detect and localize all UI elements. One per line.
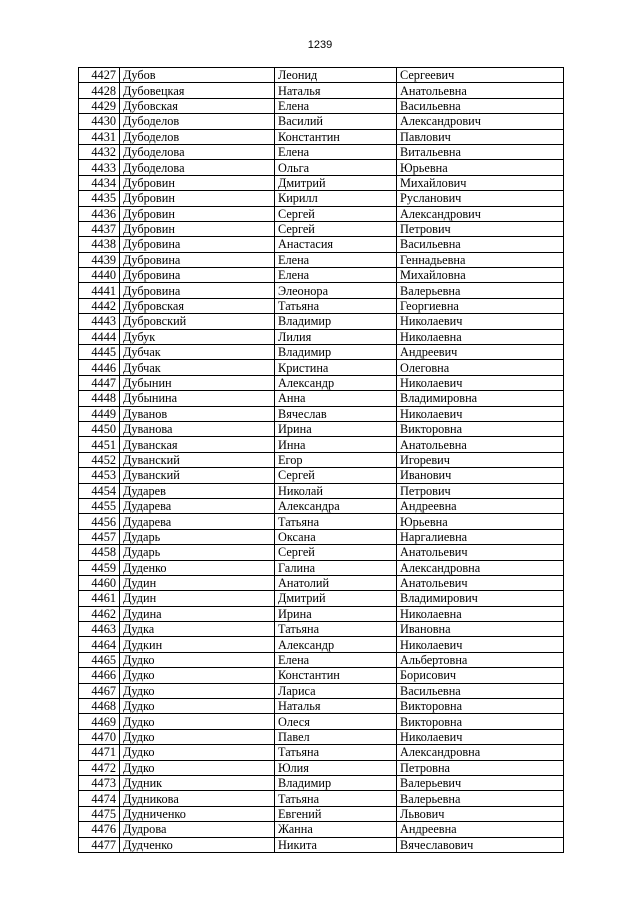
last-name-cell: Дубчак [120, 360, 275, 375]
last-name-cell: Дудкин [120, 637, 275, 652]
last-name-cell: Дудин [120, 591, 275, 606]
last-name-cell: Дудниченко [120, 806, 275, 821]
row-number-cell: 4471 [79, 745, 120, 760]
row-number-cell: 4442 [79, 298, 120, 313]
table-row [79, 98, 564, 113]
last-name-cell: Дудко [120, 745, 275, 760]
patronymic-cell: Борисович [397, 668, 564, 683]
first-name-cell: Константин [275, 668, 397, 683]
last-name-cell: Дубровский [120, 314, 275, 329]
table-row [79, 545, 564, 560]
table-row [79, 452, 564, 467]
row-number-cell: 4455 [79, 498, 120, 513]
first-name-cell: Татьяна [275, 514, 397, 529]
patronymic-cell: Анатольевна [397, 83, 564, 98]
last-name-cell: Дубовецкая [120, 83, 275, 98]
row-number-cell: 4448 [79, 391, 120, 406]
row-number-cell: 4454 [79, 483, 120, 498]
first-name-cell: Лилия [275, 329, 397, 344]
patronymic-cell: Михайлович [397, 175, 564, 190]
last-name-cell: Дудченко [120, 837, 275, 852]
row-number-cell: 4466 [79, 668, 120, 683]
table-row [79, 237, 564, 252]
table-row [79, 791, 564, 806]
first-name-cell: Александра [275, 498, 397, 513]
table-row [79, 360, 564, 375]
name-table [78, 67, 564, 853]
patronymic-cell: Николаевич [397, 729, 564, 744]
first-name-cell: Леонид [275, 68, 397, 83]
row-number-cell: 4450 [79, 421, 120, 436]
row-number-cell: 4449 [79, 406, 120, 421]
last-name-cell: Дудрова [120, 822, 275, 837]
patronymic-cell: Николаевич [397, 314, 564, 329]
row-number-cell: 4460 [79, 575, 120, 590]
patronymic-cell: Александрович [397, 206, 564, 221]
table-body [79, 68, 564, 853]
patronymic-cell: Витальевна [397, 144, 564, 159]
first-name-cell: Елена [275, 652, 397, 667]
first-name-cell: Жанна [275, 822, 397, 837]
first-name-cell: Егор [275, 452, 397, 467]
last-name-cell: Дударева [120, 498, 275, 513]
patronymic-cell: Васильевна [397, 98, 564, 113]
last-name-cell: Дудко [120, 668, 275, 683]
first-name-cell: Юлия [275, 760, 397, 775]
last-name-cell: Дудин [120, 575, 275, 590]
first-name-cell: Елена [275, 144, 397, 159]
table-row [79, 683, 564, 698]
table-row [79, 252, 564, 267]
patronymic-cell: Николаевна [397, 329, 564, 344]
last-name-cell: Дудко [120, 699, 275, 714]
row-number-cell: 4470 [79, 729, 120, 744]
row-number-cell: 4464 [79, 637, 120, 652]
patronymic-cell: Александрович [397, 114, 564, 129]
last-name-cell: Дубоделов [120, 129, 275, 144]
table-row [79, 129, 564, 144]
row-number-cell: 4475 [79, 806, 120, 821]
table-row [79, 806, 564, 821]
table-row [79, 483, 564, 498]
last-name-cell: Дуденко [120, 560, 275, 575]
patronymic-cell: Геннадьевна [397, 252, 564, 267]
table-row [79, 514, 564, 529]
row-number-cell: 4445 [79, 345, 120, 360]
table-row [79, 391, 564, 406]
patronymic-cell: Андреевна [397, 498, 564, 513]
patronymic-cell: Юрьевна [397, 514, 564, 529]
last-name-cell: Дудко [120, 652, 275, 667]
patronymic-cell: Анатольевна [397, 437, 564, 452]
first-name-cell: Анатолий [275, 575, 397, 590]
last-name-cell: Дубоделов [120, 114, 275, 129]
last-name-cell: Дудка [120, 622, 275, 637]
table-row [79, 345, 564, 360]
patronymic-cell: Валерьевна [397, 283, 564, 298]
first-name-cell: Владимир [275, 314, 397, 329]
table-row [79, 68, 564, 83]
patronymic-cell: Петрович [397, 483, 564, 498]
last-name-cell: Дубчак [120, 345, 275, 360]
first-name-cell: Наталья [275, 83, 397, 98]
patronymic-cell: Русланович [397, 191, 564, 206]
row-number-cell: 4434 [79, 175, 120, 190]
patronymic-cell: Викторовна [397, 421, 564, 436]
last-name-cell: Дубровина [120, 237, 275, 252]
patronymic-cell: Александровна [397, 560, 564, 575]
table-row [79, 714, 564, 729]
row-number-cell: 4435 [79, 191, 120, 206]
table-row [79, 421, 564, 436]
last-name-cell: Дударева [120, 514, 275, 529]
table-row [79, 298, 564, 313]
table-row [79, 206, 564, 221]
row-number-cell: 4440 [79, 268, 120, 283]
table-row [79, 314, 564, 329]
last-name-cell: Дубовская [120, 98, 275, 113]
patronymic-cell: Олеговна [397, 360, 564, 375]
row-number-cell: 4453 [79, 468, 120, 483]
row-number-cell: 4433 [79, 160, 120, 175]
row-number-cell: 4452 [79, 452, 120, 467]
last-name-cell: Дуванова [120, 421, 275, 436]
patronymic-cell: Викторовна [397, 699, 564, 714]
last-name-cell: Дубровин [120, 206, 275, 221]
last-name-cell: Дубоделова [120, 144, 275, 159]
last-name-cell: Дубук [120, 329, 275, 344]
row-number-cell: 4469 [79, 714, 120, 729]
row-number-cell: 4437 [79, 221, 120, 236]
row-number-cell: 4473 [79, 775, 120, 790]
first-name-cell: Владимир [275, 345, 397, 360]
row-number-cell: 4444 [79, 329, 120, 344]
last-name-cell: Дудко [120, 714, 275, 729]
table-row [79, 575, 564, 590]
first-name-cell: Александр [275, 375, 397, 390]
first-name-cell: Ирина [275, 421, 397, 436]
first-name-cell: Татьяна [275, 791, 397, 806]
first-name-cell: Никита [275, 837, 397, 852]
last-name-cell: Дуванская [120, 437, 275, 452]
patronymic-cell: Юрьевна [397, 160, 564, 175]
patronymic-cell: Николаевна [397, 606, 564, 621]
row-number-cell: 4458 [79, 545, 120, 560]
first-name-cell: Лариса [275, 683, 397, 698]
row-number-cell: 4438 [79, 237, 120, 252]
row-number-cell: 4447 [79, 375, 120, 390]
table-row [79, 160, 564, 175]
table-row [79, 837, 564, 852]
last-name-cell: Дубровин [120, 221, 275, 236]
last-name-cell: Дубровская [120, 298, 275, 313]
patronymic-cell: Георгиевна [397, 298, 564, 313]
table-row [79, 191, 564, 206]
table-row [79, 560, 564, 575]
first-name-cell: Анастасия [275, 237, 397, 252]
last-name-cell: Дубровин [120, 191, 275, 206]
row-number-cell: 4432 [79, 144, 120, 159]
patronymic-cell: Васильевна [397, 683, 564, 698]
last-name-cell: Дудник [120, 775, 275, 790]
row-number-cell: 4443 [79, 314, 120, 329]
last-name-cell: Дубынин [120, 375, 275, 390]
table-row [79, 175, 564, 190]
first-name-cell: Татьяна [275, 745, 397, 760]
table-row [79, 83, 564, 98]
patronymic-cell: Васильевна [397, 237, 564, 252]
row-number-cell: 4463 [79, 622, 120, 637]
patronymic-cell: Альбертовна [397, 652, 564, 667]
table-row [79, 699, 564, 714]
first-name-cell: Евгений [275, 806, 397, 821]
row-number-cell: 4451 [79, 437, 120, 452]
first-name-cell: Сергей [275, 545, 397, 560]
row-number-cell: 4477 [79, 837, 120, 852]
patronymic-cell: Ивановна [397, 622, 564, 637]
row-number-cell: 4476 [79, 822, 120, 837]
table-row [79, 144, 564, 159]
first-name-cell: Сергей [275, 206, 397, 221]
row-number-cell: 4430 [79, 114, 120, 129]
table-row [79, 268, 564, 283]
last-name-cell: Дуванский [120, 468, 275, 483]
last-name-cell: Дудина [120, 606, 275, 621]
row-number-cell: 4465 [79, 652, 120, 667]
last-name-cell: Дубоделова [120, 160, 275, 175]
table-row [79, 221, 564, 236]
patronymic-cell: Павлович [397, 129, 564, 144]
last-name-cell: Дудникова [120, 791, 275, 806]
row-number-cell: 4446 [79, 360, 120, 375]
table-row [79, 329, 564, 344]
row-number-cell: 4431 [79, 129, 120, 144]
first-name-cell: Павел [275, 729, 397, 744]
row-number-cell: 4427 [79, 68, 120, 83]
table-row [79, 498, 564, 513]
row-number-cell: 4428 [79, 83, 120, 98]
last-name-cell: Дудко [120, 760, 275, 775]
page-number: 1239 [307, 39, 333, 51]
patronymic-cell: Викторовна [397, 714, 564, 729]
row-number-cell: 4429 [79, 98, 120, 113]
patronymic-cell: Петровна [397, 760, 564, 775]
last-name-cell: Дубровин [120, 175, 275, 190]
table-row [79, 529, 564, 544]
last-name-cell: Дубровина [120, 283, 275, 298]
patronymic-cell: Анатольевич [397, 575, 564, 590]
table-row [79, 745, 564, 760]
table-row [79, 760, 564, 775]
row-number-cell: 4459 [79, 560, 120, 575]
patronymic-cell: Львович [397, 806, 564, 821]
first-name-cell: Олеся [275, 714, 397, 729]
table-row [79, 606, 564, 621]
patronymic-cell: Валерьевна [397, 791, 564, 806]
first-name-cell: Александр [275, 637, 397, 652]
first-name-cell: Сергей [275, 468, 397, 483]
last-name-cell: Дубынина [120, 391, 275, 406]
table-row [79, 637, 564, 652]
patronymic-cell: Петрович [397, 221, 564, 236]
first-name-cell: Кристина [275, 360, 397, 375]
first-name-cell: Татьяна [275, 622, 397, 637]
last-name-cell: Дударев [120, 483, 275, 498]
patronymic-cell: Андреевна [397, 822, 564, 837]
table-row [79, 729, 564, 744]
patronymic-cell: Валерьевич [397, 775, 564, 790]
first-name-cell: Ольга [275, 160, 397, 175]
first-name-cell: Константин [275, 129, 397, 144]
table-row [79, 114, 564, 129]
table-row [79, 775, 564, 790]
table-row [79, 822, 564, 837]
first-name-cell: Владимир [275, 775, 397, 790]
first-name-cell: Дмитрий [275, 175, 397, 190]
patronymic-cell: Владимировна [397, 391, 564, 406]
row-number-cell: 4441 [79, 283, 120, 298]
first-name-cell: Дмитрий [275, 591, 397, 606]
table-row [79, 591, 564, 606]
table-row [79, 437, 564, 452]
row-number-cell: 4457 [79, 529, 120, 544]
last-name-cell: Дуванский [120, 452, 275, 467]
row-number-cell: 4439 [79, 252, 120, 267]
first-name-cell: Инна [275, 437, 397, 452]
last-name-cell: Дударь [120, 545, 275, 560]
first-name-cell: Анна [275, 391, 397, 406]
row-number-cell: 4462 [79, 606, 120, 621]
patronymic-cell: Игоревич [397, 452, 564, 467]
first-name-cell: Оксана [275, 529, 397, 544]
first-name-cell: Кирилл [275, 191, 397, 206]
row-number-cell: 4472 [79, 760, 120, 775]
patronymic-cell: Иванович [397, 468, 564, 483]
patronymic-cell: Андреевич [397, 345, 564, 360]
last-name-cell: Дуванов [120, 406, 275, 421]
row-number-cell: 4474 [79, 791, 120, 806]
table-row [79, 283, 564, 298]
first-name-cell: Елена [275, 98, 397, 113]
table-row [79, 652, 564, 667]
patronymic-cell: Анатольевич [397, 545, 564, 560]
patronymic-cell: Наргалиевна [397, 529, 564, 544]
patronymic-cell: Николаевич [397, 375, 564, 390]
patronymic-cell: Александровна [397, 745, 564, 760]
last-name-cell: Дударь [120, 529, 275, 544]
patronymic-cell: Владимирович [397, 591, 564, 606]
patronymic-cell: Сергеевич [397, 68, 564, 83]
first-name-cell: Николай [275, 483, 397, 498]
first-name-cell: Татьяна [275, 298, 397, 313]
last-name-cell: Дубровина [120, 268, 275, 283]
row-number-cell: 4468 [79, 699, 120, 714]
last-name-cell: Дудко [120, 729, 275, 744]
patronymic-cell: Михайловна [397, 268, 564, 283]
first-name-cell: Элеонора [275, 283, 397, 298]
patronymic-cell: Николаевич [397, 637, 564, 652]
row-number-cell: 4467 [79, 683, 120, 698]
patronymic-cell: Николаевич [397, 406, 564, 421]
last-name-cell: Дубов [120, 68, 275, 83]
first-name-cell: Ирина [275, 606, 397, 621]
row-number-cell: 4456 [79, 514, 120, 529]
table-row [79, 668, 564, 683]
first-name-cell: Галина [275, 560, 397, 575]
last-name-cell: Дубровина [120, 252, 275, 267]
first-name-cell: Василий [275, 114, 397, 129]
table-row [79, 468, 564, 483]
table-row [79, 375, 564, 390]
first-name-cell: Наталья [275, 699, 397, 714]
first-name-cell: Вячеслав [275, 406, 397, 421]
first-name-cell: Сергей [275, 221, 397, 236]
row-number-cell: 4436 [79, 206, 120, 221]
row-number-cell: 4461 [79, 591, 120, 606]
last-name-cell: Дудко [120, 683, 275, 698]
table-row [79, 622, 564, 637]
first-name-cell: Елена [275, 268, 397, 283]
first-name-cell: Елена [275, 252, 397, 267]
table-row [79, 406, 564, 421]
patronymic-cell: Вячеславович [397, 837, 564, 852]
